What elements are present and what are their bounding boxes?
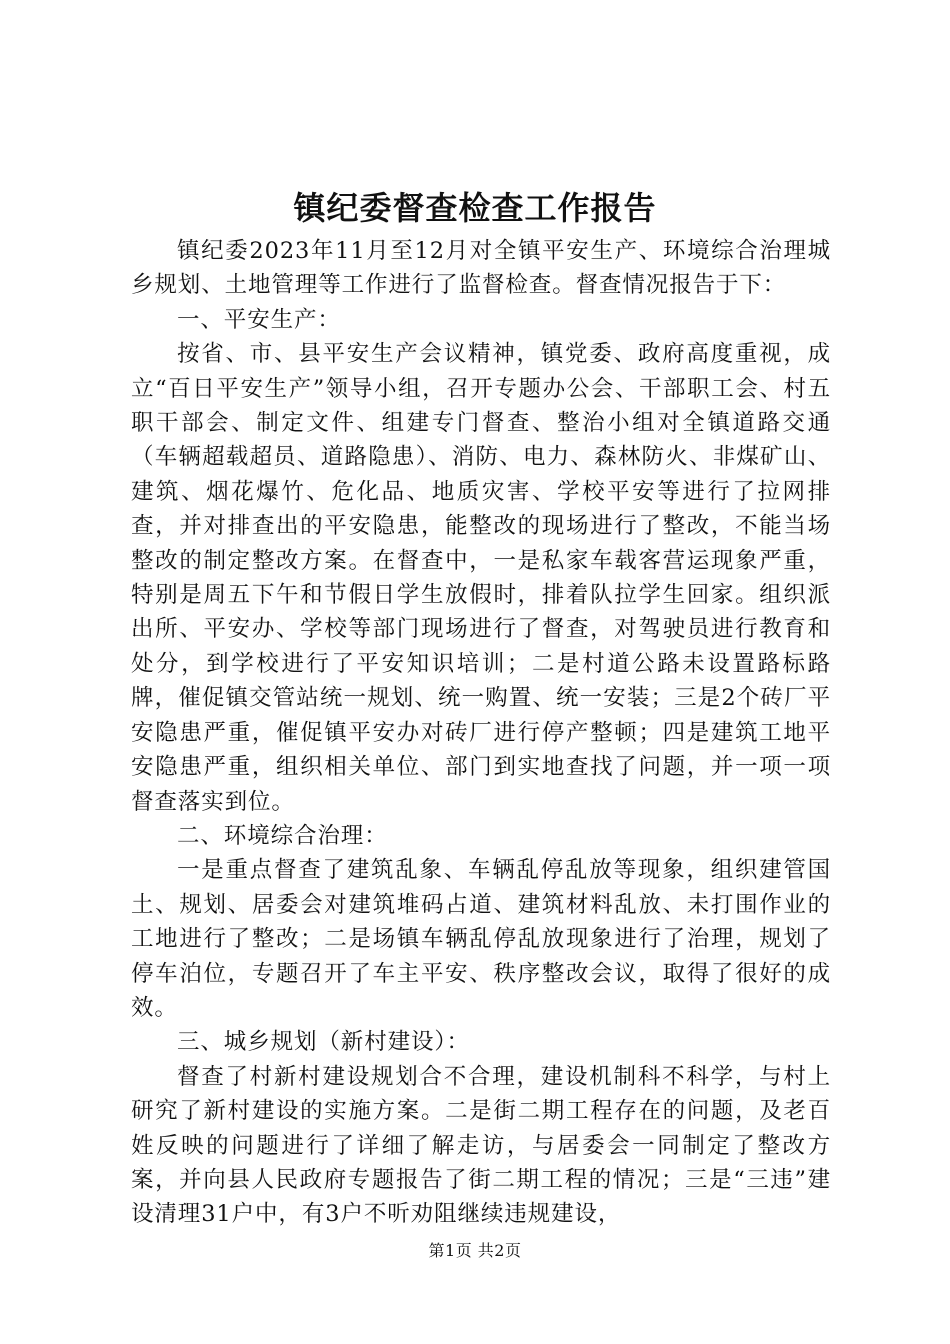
page-number-footer: 第1页 共2页 [428,1241,522,1260]
section-heading-planning: 三、城乡规划（新村建设）： [177,1029,470,1056]
section-heading-safety: 一、平安生产： [177,306,341,333]
document-body [131,234,831,1232]
intro-paragraph: 镇纪委2023年11月至12月对全镇平安生产、环境综合治理城乡规划、土地管理等工作进行了监督检查。督查情况报告于下： [131,238,831,299]
environment-paragraph: 一是重点督查了建筑乱象、车辆乱停乱放等现象，组织建管国土、规划、居委会对建筑堆码占道、建筑材料乱放、未打围作业的工地进行了整改；二是场镇车辆乱停乱放现象进行了治理，规划了停车泊位，专题召开了车主平安、秩序整改会议，取得了很好的成效。 [131,857,831,1021]
planning-paragraph: 督查了村新村建设规划合不合理，建设机制科不科学，与村上研究了新村建设的实施方案。二是街二期工程存在的问题，及老百姓反映的问题进行了详细了解走访，与居委会一同制定了整改方案，并向县人民政府专题报告了街二期工程的情况；三是“三违”建设清理31户中，有3户不听劝阻继续违规建设， [131,1063,831,1228]
document-title: 镇纪委督查检查工作报告 [293,189,657,227]
section-heading-environment: 二、环境综合治理： [177,822,388,849]
safety-paragraph: 按省、市、县平安生产会议精神，镇党委、政府高度重视，成立“百日平安生产”领导小组，召开专题办公会、干部职工会、村五职干部会、制定文件、组建专门督查、整治小组对全镇道路交通（车辆超载超员、道路隐患）、消防、电力、森林防火、非煤矿山、建筑、烟花爆竹、危化品、地质灾害、学校平安等进行了拉网排查，并对排查出的平安隐患，能整改的现场进行了整改，不能当场整改的制定整改方案。在督查中，一是私家车载客营运现象严重，特别是周五下午和节假日学生放假时，排着队拉学生回家。组织派出所、平安办、学校等部门现场进行了督查，对驾驶员进行教育和处分，到学校进行了平安知识培训；二是村道公路未设置路标路牌，催促镇交管站统一规划、统一购置、统一安装；三是2个砖厂平安隐患严重，催促镇平安办对砖厂进行停产整顿；四是建筑工地平安隐患严重，组织相关单位、部门到实地查找了问题，并一项一项督查落实到位。 [131,341,831,815]
